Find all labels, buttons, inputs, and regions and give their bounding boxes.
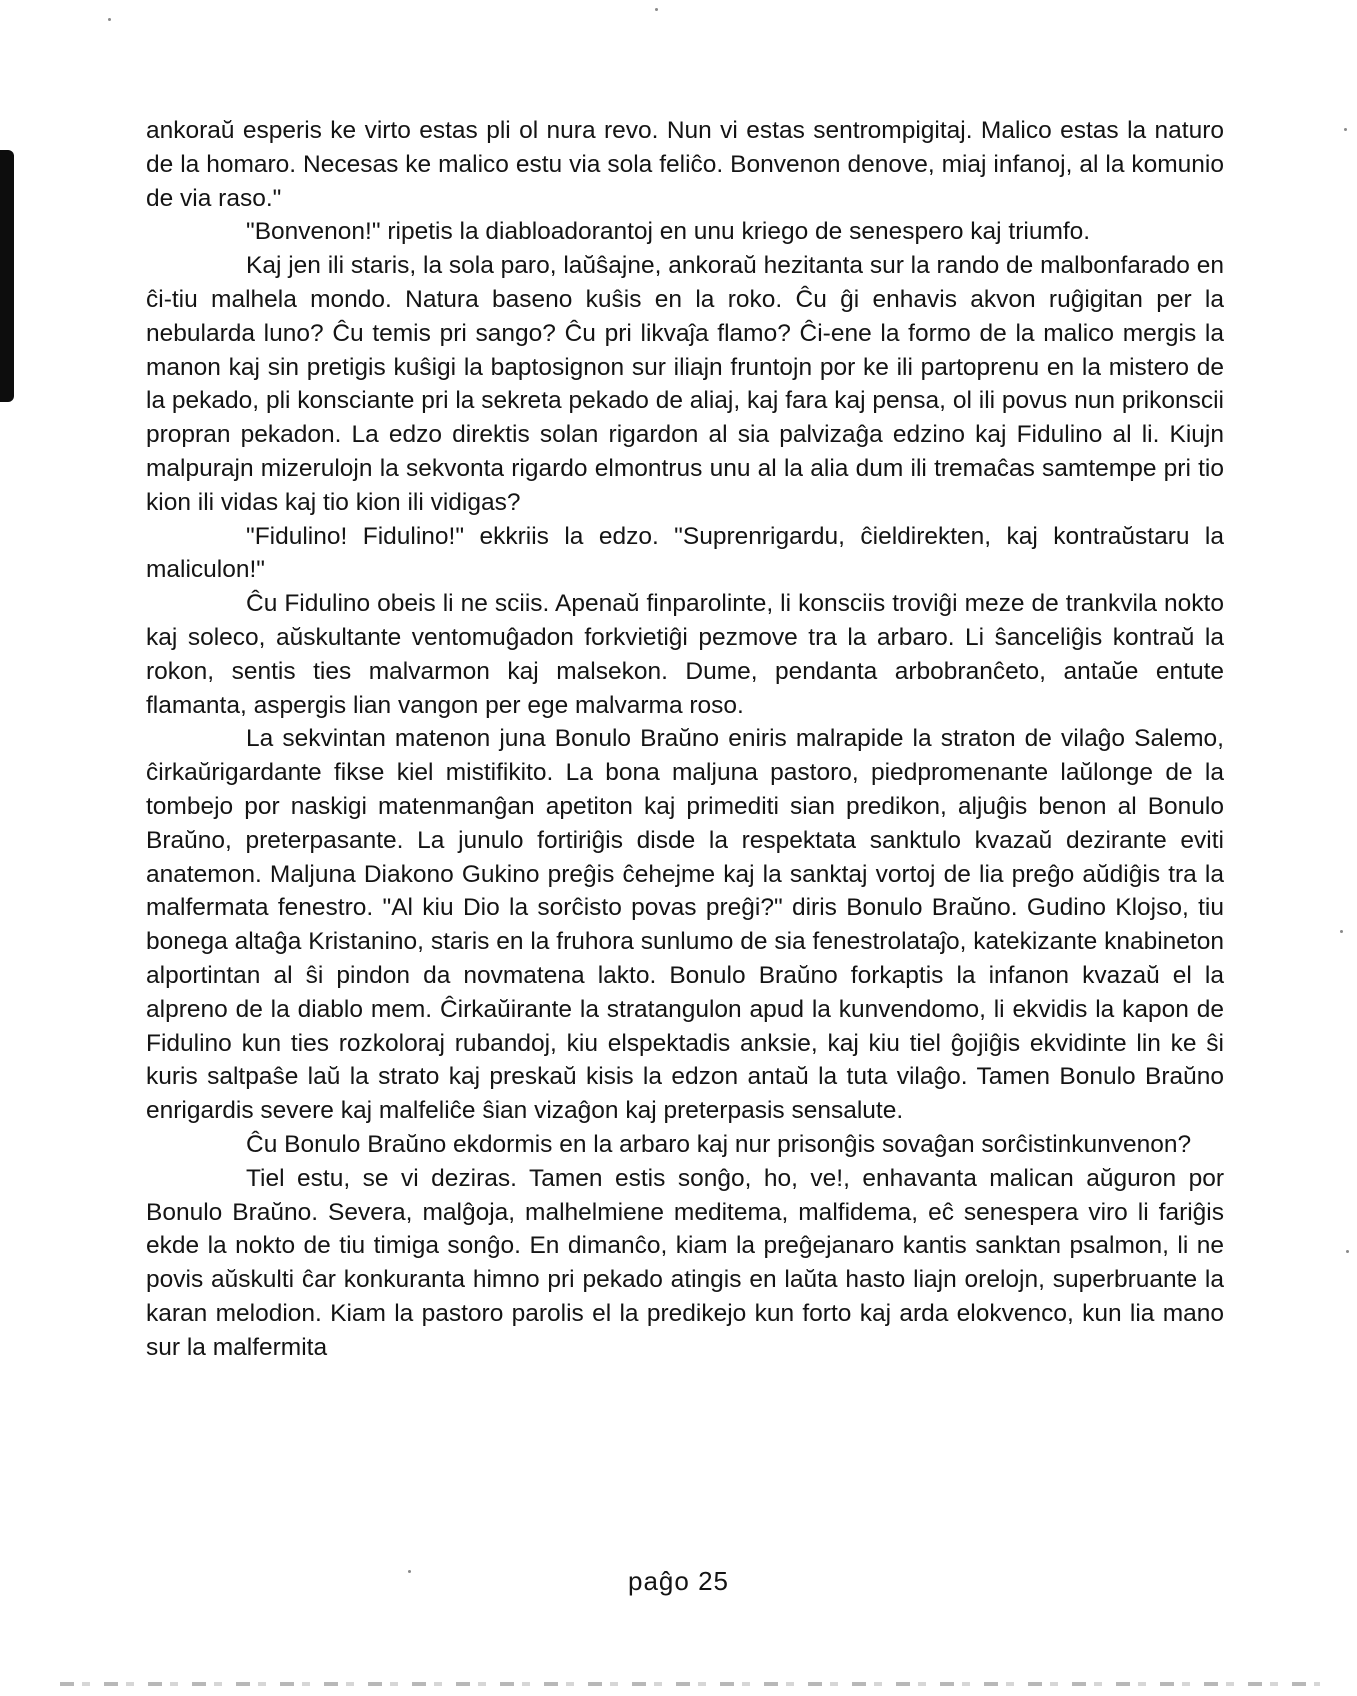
- scan-speck: [655, 8, 658, 11]
- paragraph: "Bonvenon!" ripetis la diabloadorantoj en unu kriego de senespero kaj triumfo.: [246, 218, 1091, 246]
- scan-speck: [108, 18, 111, 21]
- paragraph: La sekvintan matenon juna Bonulo Braŭno eniris malrapide la straton de vilaĝo Salemo, ĉirkaŭrigardante fikse kiel mistifikito. La bona maljuna pastoro, piedpromenante laŭlonge de la tombejo por naskigi matenmanĝan apetiton kaj primediti sian predikon, aljuĝis benon al Bonulo Braŭno, preterpasante. La junulo fortiriĝis disde la respektata sanktulo kvazaŭ dezirante eviti anatemon. Maljuna Diakono Gukino preĝis ĉehejme kaj la sanktaj vortoj de lia preĝo aŭdiĝis tra la malfermata fenestro. "Al kiu Dio la sorĉisto povas preĝi?" diris Bonulo Braŭno. Gudino Klojso, tiu bonega altaĝa Kristanino, staris en la fruhora sunlumo de sia fenestrolataĵo, katekizante knabineton alportintan al ŝi pindon da novmatena lakto. Bonulo Braŭno forkaptis la infanon kvazaŭ el la alpreno de la diablo mem. Ĉirkaŭirante la stratangulon apud la kunvendomo, li ekvidis la kapon de Fidulino kun ties rozkoloraj rubandoj, kiu elspektadis anksie, kaj kiu tiel ĝojiĝis ekvidinte lin ke ŝi kuris saltpaŝe laŭ la strato kaj preskaŭ kisis la edzon antaŭ la tuta vilaĝo. Tamen Bonulo Braŭno enrigardis severe kaj malfeliĉe ŝian vizaĝon kaj preterpasis sensalute.: [146, 725, 1224, 1125]
- paragraph: Kaj jen ili staris, la sola paro, laŭŝajne, ankoraŭ hezitanta sur la rando de malbonfarado en ĉi-tiu malhela mondo. Natura baseno kuŝis en la roko. Ĉu ĝi enhavis akvon ruĝigitan per la nebularda luno? Ĉu temis pri sango? Ĉu pri likvaĵa flamo? Ĉi-ene la formo de la malico mergis la manon kaj sin pretigis kuŝigi la baptosignon sur iliajn fruntojn por ke ili partoprenu en la mistero de la pekado, pli konsciante pri la sekreta pekado de aliaj, kaj fara kaj pensa, ol ili povus nun prikonscii propran pekadon. La edzo direktis solan rigardon al sia palvizaĝa edzino kaj Fidulino al li. Kiujn malpurajn mizerulojn la sekvonta rigardo elmontrus unu al la alia dum ili tremaĉas samtempe pri tio kion ili vidas kaj tio kion ili vidigas?: [146, 252, 1224, 516]
- paragraph: Ĉu Bonulo Braŭno ekdormis en la arbaro kaj nur prisonĝis sovaĝan sorĉistinkunvenon?: [246, 1130, 1192, 1158]
- paragraph: Tiel estu, se vi deziras. Tamen estis sonĝo, ho, ve!, enhavanta malican aŭguron por Bonulo Braŭno. Severa, malĝoja, malhelmiene meditema, malfidema, eĉ senespera viro li fariĝis ekde la nokto de tiu timiga sonĝo. En dimanĉo, kiam la preĝejanaro kantis sanktan psalmon, li ne povis aŭskulti ĉar konkuranta himno pri pekado atingis en laŭta hasto liajn orelojn, superbruante la karan melodion. Kiam la pastoro parolis el la predikejo kun forto kaj arda elokvenco, kun lia mano sur la malfermita: [146, 1164, 1224, 1361]
- binding-shadow: [0, 150, 14, 402]
- scan-speck: [408, 1570, 411, 1573]
- page-number: paĝo 25: [628, 1566, 729, 1596]
- scan-speck: [1340, 930, 1343, 933]
- body-text: [146, 114, 1224, 1364]
- paragraph: "Fidulino! Fidulino!" ekkriis la edzo. "Suprenrigardu, ĉieldirekten, kaj kontraŭstaru la maliculon!": [146, 522, 1224, 584]
- paragraph: Ĉu Fidulino obeis li ne sciis. Apenaŭ finparolinte, li konsciis troviĝi meze de trankvila nokto kaj soleco, aŭskultante ventomuĝadon forkvietiĝi pezmove tra la arbaro. Li ŝanceliĝis kontraŭ la rokon, sentis ties malvarmon kaj malsekon. Dume, pendanta arbobranĉeto, antaŭe entute flamanta, aspergis lian vangon per ege malvarma roso.: [146, 590, 1224, 719]
- scan-edge-noise: [60, 1682, 1320, 1686]
- scan-speck: [1346, 1250, 1349, 1253]
- paragraph: ankoraŭ esperis ke virto estas pli ol nura revo. Nun vi estas sentrompigitaj. Malico estas la naturo de la homaro. Necesas ke malico estu via sola feliĉo. Bonvenon denove, miaj infanoj, al la komunio de via raso.": [146, 117, 1224, 212]
- scan-speck: [1344, 128, 1347, 131]
